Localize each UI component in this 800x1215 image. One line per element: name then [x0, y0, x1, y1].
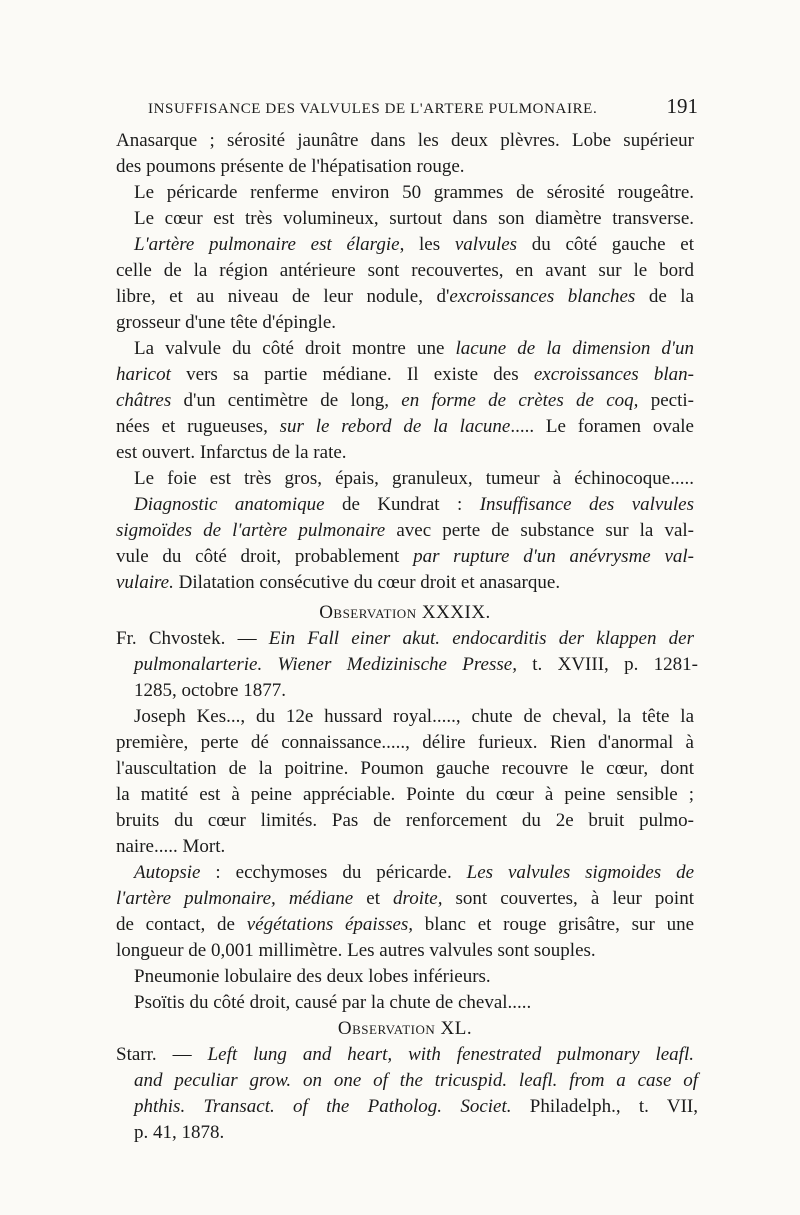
text-line	[116, 362, 694, 388]
text-line	[116, 258, 694, 284]
text-line	[116, 310, 694, 336]
italic-run: L'	[134, 234, 149, 255]
text-line	[134, 466, 694, 492]
italic-run: châtres	[116, 390, 172, 411]
text-run: t. XVIII, p. 1281-	[516, 654, 698, 675]
italic-run: excroissances blan-	[533, 364, 694, 385]
text-run: bruits du cœur limités. Pas de renforcement du 2e bruit pulmo-	[116, 810, 694, 831]
text-line	[134, 1068, 698, 1094]
italic-run: phthis. Transact. of the Patholog. Societ.	[134, 1096, 512, 1117]
text-run: la matité est à peine appréciable. Pointe du cœur à peine sensible ;	[116, 784, 694, 805]
text-run: : ecchymoses du péricarde.	[200, 862, 467, 883]
text-line	[116, 518, 694, 544]
text-line	[116, 626, 694, 652]
running-header	[148, 94, 698, 124]
italic-run: haricot	[116, 364, 171, 385]
text-run: d'un centimètre de long,	[171, 390, 402, 411]
text-line	[116, 414, 694, 440]
section-heading	[116, 600, 694, 626]
text-run: sont couvertes, à leur point	[442, 888, 694, 909]
italic-run: Insuffisance des valvules	[479, 494, 694, 515]
text-run: et	[353, 888, 394, 909]
text-line	[134, 860, 694, 886]
text-line	[134, 492, 694, 518]
text-run: nées et rugueuses,	[116, 416, 280, 437]
italic-run: par rupture d'un anévrysme val-	[413, 546, 694, 567]
text-run: de contact, de	[116, 914, 247, 935]
text-run: Psoïtis du côté droit, causé par la chute de cheval.....	[134, 992, 532, 1013]
italic-run: droite,	[393, 888, 443, 909]
page-number: 191	[666, 94, 698, 118]
text-run: La valvule du côté droit montre une	[134, 338, 456, 359]
text-run: Starr. —	[116, 1044, 208, 1065]
italic-run: artère pulmonaire est élargie	[148, 234, 400, 255]
text-run: p. 41, 1878.	[134, 1122, 225, 1143]
text-run: première, perte dé connaissance....., délire furieux. Rien d'anormal à	[116, 732, 694, 753]
text-run: de la	[635, 286, 694, 307]
text-run: ..... Le foramen ovale	[510, 416, 694, 437]
text-run: grosseur d'une tête d'épingle.	[116, 312, 337, 333]
text-run: avec perte de substance sur la val-	[385, 520, 694, 541]
italic-run: sigmoïdes de l'artère pulmonaire	[116, 520, 386, 541]
text-run: Philadelph., t. VII,	[511, 1096, 698, 1117]
section-heading	[116, 1016, 694, 1042]
text-run: de Kundrat :	[324, 494, 480, 515]
text-line	[116, 808, 694, 834]
italic-run: pulmonalarterie. Wiener Medizinische Presse,	[134, 654, 517, 675]
text-line	[116, 154, 694, 180]
italic-run: Autopsie	[134, 862, 201, 883]
text-line	[134, 704, 694, 730]
text-run: vers sa partie médiane. Il existe des	[170, 364, 534, 385]
text-run: l'auscultation de la poitrine. Poumon gauche recouvre le cœur, dont	[116, 758, 694, 779]
text-run: Le cœur est très volumineux, surtout dans son diamètre transverse.	[134, 208, 694, 229]
text-run: vule du côté droit, probablement	[116, 546, 414, 567]
text-line	[116, 730, 694, 756]
text-line	[116, 570, 694, 596]
text-run: longueur de 0,001 millimètre. Les autres valvules sont souples.	[116, 940, 596, 961]
text-run: Observation XXXIX.	[319, 602, 491, 623]
text-run: , les	[399, 234, 455, 255]
text-line	[116, 128, 694, 154]
italic-run: lacune de la dimension d'un	[455, 338, 695, 359]
text-line	[134, 652, 698, 678]
text-run: naire..... Mort.	[116, 836, 226, 857]
italic-run: Diagnostic anatomique	[134, 494, 325, 515]
text-run: Le péricarde renferme environ 50 grammes de sérosité rougeâtre.	[134, 182, 694, 203]
text-run: celle de la région antérieure sont recouvertes, en avant sur le bord	[116, 260, 694, 281]
text-line	[116, 938, 694, 964]
italic-run: en forme de crètes de coq,	[401, 390, 639, 411]
text-line	[134, 206, 694, 232]
text-line	[116, 284, 694, 310]
text-line	[116, 756, 694, 782]
text-line	[134, 336, 694, 362]
text-line	[134, 990, 694, 1016]
text-line	[116, 388, 694, 414]
text-line	[134, 964, 694, 990]
text-line	[134, 1120, 698, 1146]
text-run: libre, et au niveau de leur nodule, d'	[116, 286, 450, 307]
text-run: Joseph Kes..., du 12e hussard royal....., chute de cheval, la tête la	[134, 706, 694, 727]
italic-run: végétations épaisses,	[246, 914, 414, 935]
text-run: est ouvert. Infarctus de la rate.	[116, 442, 347, 463]
italic-run: and peculiar grow. on one of the tricuspid. leafl. from a case of	[134, 1070, 698, 1091]
text-line	[116, 544, 694, 570]
italic-run: l'artère pulmonaire, médiane	[116, 888, 354, 909]
italic-run: excroissances blanches	[449, 286, 636, 307]
running-header-title: INSUFFISANCE DES VALVULES DE L'ARTERE PULMONAIRE.	[148, 101, 598, 117]
text-line	[134, 180, 694, 206]
text-run: Pneumonie lobulaire des deux lobes inférieurs.	[134, 966, 491, 987]
text-run: blanc et rouge grisâtre, sur une	[413, 914, 694, 935]
italic-run: valvules	[454, 234, 518, 255]
text-run: Dilatation consécutive du cœur droit et anasarque.	[173, 572, 561, 593]
text-run: 1285, octobre 1877.	[134, 680, 286, 701]
text-line	[134, 232, 694, 258]
italic-run: Left lung and heart, with fenestrated pulmonary leafl.	[207, 1044, 694, 1065]
text-line	[134, 678, 698, 704]
text-line	[134, 1094, 698, 1120]
italic-run: sur le rebord de la lacune	[279, 416, 511, 437]
italic-run: vulaire.	[116, 572, 174, 593]
text-run: du côté gauche et	[517, 234, 694, 255]
text-run: des poumons présente de l'hépatisation rouge.	[116, 156, 465, 177]
text-line	[116, 834, 694, 860]
text-line	[116, 912, 694, 938]
text-line	[116, 886, 694, 912]
text-run: Le foie est très gros, épais, granuleux, tumeur à échinocoque.....	[134, 468, 694, 489]
text-run: Anasarque ; sérosité jaunâtre dans les deux plèvres. Lobe supérieur	[116, 130, 694, 151]
text-run: Observation XL.	[337, 1018, 473, 1039]
text-line	[116, 782, 694, 808]
text-line	[116, 1042, 694, 1068]
text-run: pecti-	[638, 390, 694, 411]
text-run: Fr. Chvostek. —	[116, 628, 269, 649]
italic-run: Les valvules sigmoides de	[466, 862, 695, 883]
text-line	[116, 440, 694, 466]
italic-run: Ein Fall einer akut. endocarditis der klappen der	[268, 628, 694, 649]
